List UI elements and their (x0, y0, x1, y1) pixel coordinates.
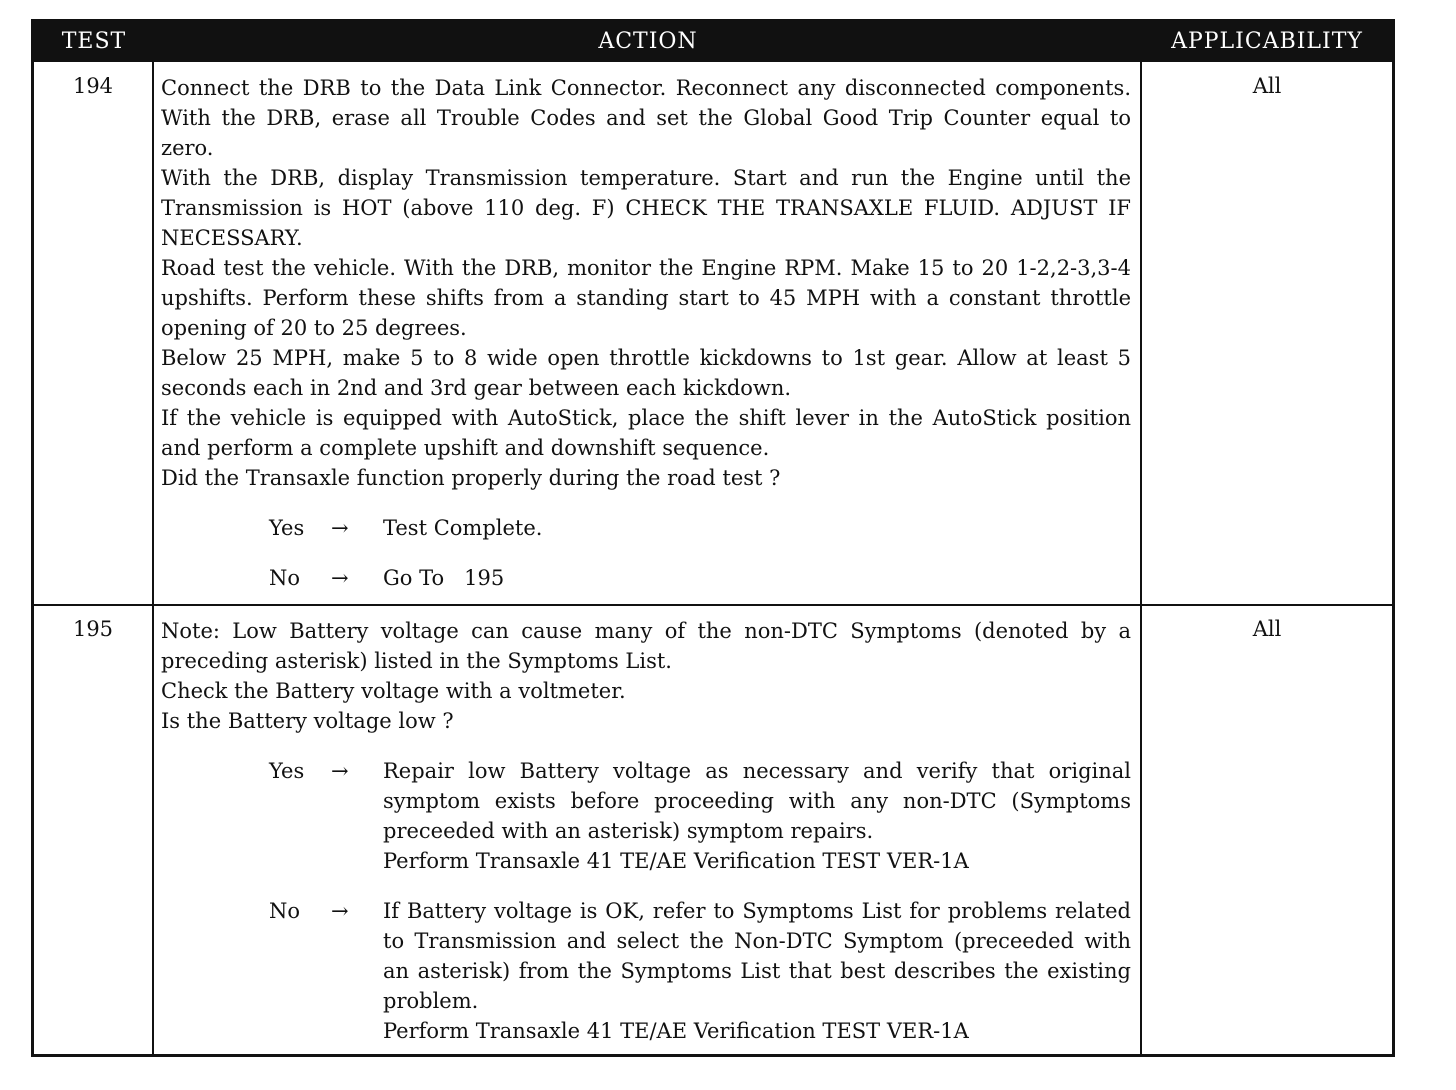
test-number-195: 195 (72, 617, 114, 641)
applicability-194: All (1252, 74, 1282, 98)
action-paragraph: Road test the vehicle. With the DRB, monitor the Engine RPM. Make 15 to 20 1-2,2-3,3-4 upshifts. Perform these shifts from a standing start to 45 MPH with a constant throttle opening of 20 to 25 degrees. (161, 256, 1131, 340)
arrow-icon: → (331, 516, 349, 540)
choice-label: Yes (269, 759, 305, 783)
action-paragraph: With the DRB, display Transmission temperature. Start and run the Engine until the Transmission is HOT (above 110 deg. F) CHECK THE TRANSAXLE FLUID. ADJUST IF NECESSARY. (161, 166, 1131, 250)
arrow-icon: → (331, 899, 349, 923)
header-test: TEST (61, 29, 127, 54)
action-paragraph: If the vehicle is equipped with AutoStick, place the shift lever in the AutoStick position and perform a complete upshift and downshift sequence. (161, 406, 1131, 460)
applicability-195: All (1252, 617, 1282, 641)
header-applicability: APPLICABILITY (1171, 29, 1363, 54)
action-194 (161, 73, 1131, 593)
choice-label: No (269, 899, 301, 923)
choice-text: Repair low Battery voltage as necessary and verify that original symptom exists before proceeding with any non-DTC (Symptoms preceeded with an asterisk) symptom repairs. (383, 759, 1131, 843)
action-paragraph: Did the Transaxle function properly during the road test ? (161, 466, 781, 490)
choice-text: Test Complete. (383, 516, 543, 540)
action-paragraph: Connect the DRB to the Data Link Connector. Reconnect any disconnected components. With the DRB, erase all Trouble Codes and set the Global Good Trip Counter equal to zero. (161, 76, 1131, 160)
arrow-icon: → (331, 759, 349, 783)
choice-text: Perform Transaxle 41 TE/AE Verification TEST VER-1A (383, 1019, 969, 1043)
action-195 (161, 616, 1131, 1046)
choice-text: Perform Transaxle 41 TE/AE Verification TEST VER-1A (383, 849, 969, 873)
choice-label: Yes (269, 516, 305, 540)
diagnostic-test-table (31, 19, 1395, 1057)
column-divider (1140, 62, 1142, 1057)
column-divider (152, 62, 154, 1057)
choice-text: If Battery voltage is OK, refer to Symptoms List for problems related to Transmission and select the Non-DTC Symptom (preceeded with an asterisk) from the Symptoms List that best describes the existing problem. (383, 899, 1131, 1013)
choice-no (161, 896, 1131, 1046)
arrow-icon: → (331, 566, 349, 590)
action-paragraph: Check the Battery voltage with a voltmeter. (161, 679, 626, 703)
test-number-194: 194 (72, 74, 114, 98)
action-paragraph: Note: Low Battery voltage can cause many of the non-DTC Symptoms (denoted by a preceding asterisk) listed in the Symptoms List. (161, 619, 1131, 673)
choice-no (161, 563, 1131, 593)
choice-yes (161, 513, 1131, 543)
action-paragraph: Is the Battery voltage low ? (161, 709, 454, 733)
row-divider (34, 604, 1392, 606)
choice-yes (161, 756, 1131, 876)
choice-label: No (269, 566, 301, 590)
table-header (34, 22, 1392, 62)
choice-text: Go To 195 (383, 566, 505, 590)
header-action: ACTION (598, 29, 698, 54)
action-paragraph: Below 25 MPH, make 5 to 8 wide open throttle kickdowns to 1st gear. Allow at least 5 seconds each in 2nd and 3rd gear between each kickdown. (161, 346, 1131, 400)
